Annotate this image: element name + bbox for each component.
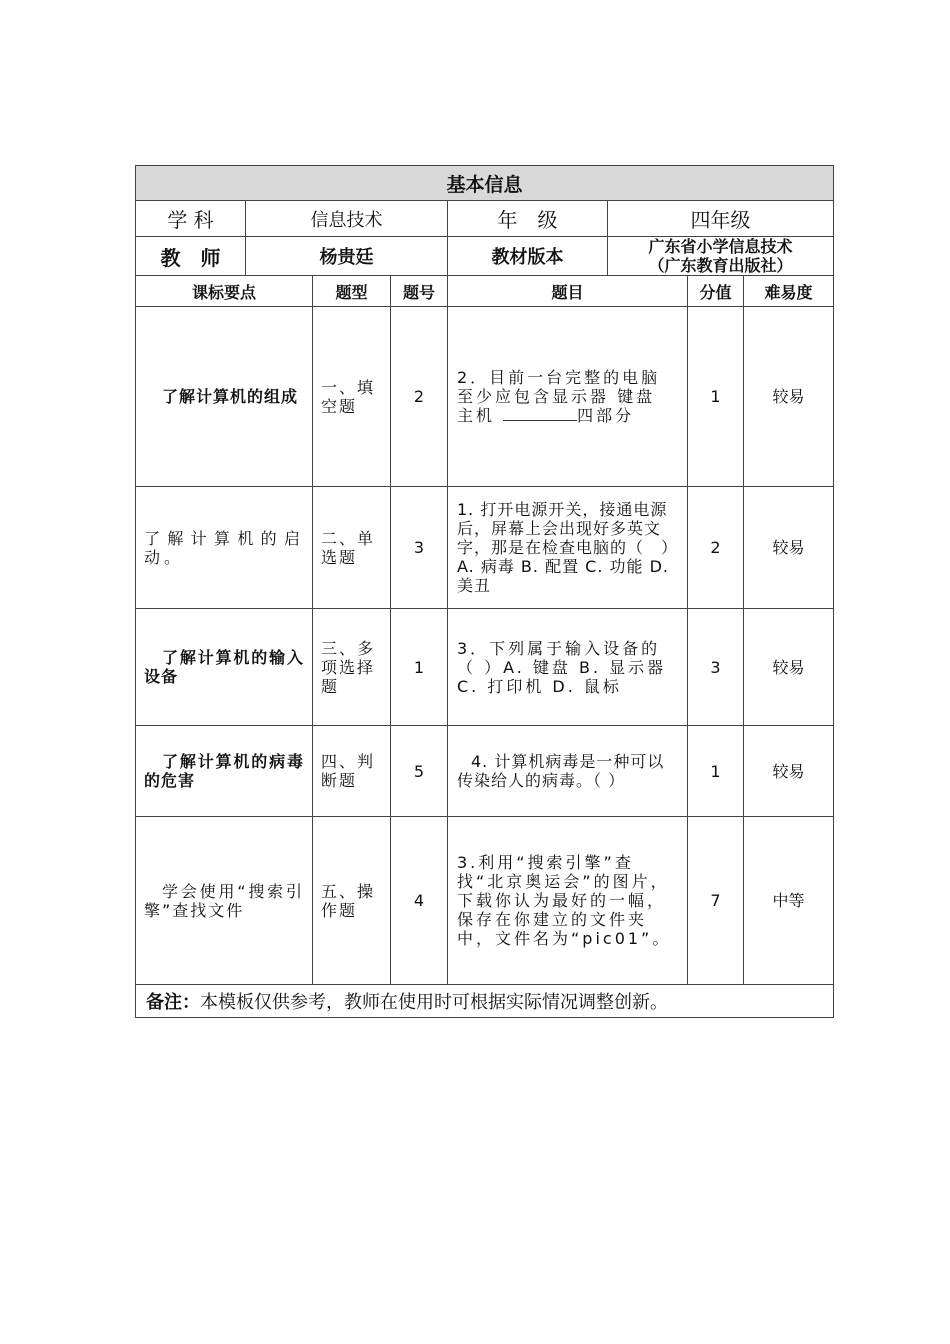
row-difficulty: 较易 bbox=[744, 487, 834, 609]
row-point: 了解计算机的启动。 bbox=[136, 487, 313, 609]
header-score: 分值 bbox=[688, 276, 744, 307]
row-score: 3 bbox=[688, 609, 744, 726]
note-label: 备注： bbox=[146, 992, 200, 1013]
answer-blank bbox=[503, 406, 577, 421]
row-number: 1 bbox=[391, 609, 448, 726]
header-type: 题型 bbox=[313, 276, 391, 307]
row-type: 四、判断题 bbox=[313, 726, 391, 817]
edition-line-2: （广东教育出版社） bbox=[648, 256, 793, 275]
row-score: 1 bbox=[688, 307, 744, 487]
row-number: 4 bbox=[391, 817, 448, 985]
teacher-value: 杨贵廷 bbox=[246, 237, 448, 276]
subject-value: 信息技术 bbox=[246, 201, 448, 237]
row-type: 二、单选题 bbox=[313, 487, 391, 609]
row-question bbox=[448, 487, 688, 609]
row-question: 3．下列属于输入设备的（ ）A. 键盘 B. 显示器 C. 打印机 D. 鼠标 bbox=[448, 609, 688, 726]
edition-line-1: 广东省小学信息技术 bbox=[648, 237, 793, 256]
row-point: 学会使用“搜索引擎”查找文件 bbox=[136, 817, 313, 985]
grade-label: 年 级 bbox=[448, 201, 608, 237]
teacher-label: 教 师 bbox=[136, 237, 246, 276]
row-number: 3 bbox=[391, 487, 448, 609]
table-row bbox=[136, 487, 834, 609]
edition-label: 教材版本 bbox=[448, 237, 608, 276]
edition-value bbox=[608, 237, 834, 276]
row-question-tail: 四部分 bbox=[577, 406, 635, 425]
info-table bbox=[135, 165, 834, 1018]
row-question: 3.利用“搜索引擎”查找“北京奥运会”的图片，下载你认为最好的一幅，保存在你建立的文件夹中，文件名为“pic01”。 bbox=[448, 817, 688, 985]
table-row bbox=[136, 307, 834, 487]
row-score: 2 bbox=[688, 487, 744, 609]
table-row bbox=[136, 609, 834, 726]
row-point: 了解计算机的组成 bbox=[136, 307, 313, 487]
lesson-info-document bbox=[135, 165, 833, 1018]
row-type: 五、操作题 bbox=[313, 817, 391, 985]
row-question-text: 2．目前一台完整的电脑至少应包含显示器 键盘 主机 bbox=[457, 368, 661, 425]
row-difficulty: 较易 bbox=[744, 726, 834, 817]
row-question-text: 1. 打开电源开关，接通电源后，屏幕上会出现好多英文字，那是在检查电脑的（ ） bbox=[457, 500, 679, 557]
row-score: 7 bbox=[688, 817, 744, 985]
row-type: 一、填空题 bbox=[313, 307, 391, 487]
row-question bbox=[448, 307, 688, 487]
row-question-options: A. 病毒 B. 配置 C. 功能 D. 美丑 bbox=[457, 557, 669, 595]
subject-label: 学 科 bbox=[136, 201, 246, 237]
note-text: 本模板仅供参考，教师在使用时可根据实际情况调整创新。 bbox=[200, 992, 668, 1013]
row-point: 了解计算机的输入设备 bbox=[136, 609, 313, 726]
table-row bbox=[136, 726, 834, 817]
header-question: 题目 bbox=[448, 276, 688, 307]
row-difficulty: 较易 bbox=[744, 307, 834, 487]
header-number: 题号 bbox=[391, 276, 448, 307]
grade-value: 四年级 bbox=[608, 201, 834, 237]
table-title: 基本信息 bbox=[136, 166, 834, 201]
row-point: 了解计算机的病毒的危害 bbox=[136, 726, 313, 817]
row-difficulty: 较易 bbox=[744, 609, 834, 726]
table-row bbox=[136, 817, 834, 985]
header-difficulty: 难易度 bbox=[744, 276, 834, 307]
header-point: 课标要点 bbox=[136, 276, 313, 307]
row-question: 4. 计算机病毒是一种可以传染给人的病毒。（ ） bbox=[448, 726, 688, 817]
note bbox=[136, 985, 834, 1018]
row-difficulty: 中等 bbox=[744, 817, 834, 985]
row-type: 三、多项选择题 bbox=[313, 609, 391, 726]
row-score: 1 bbox=[688, 726, 744, 817]
row-number: 5 bbox=[391, 726, 448, 817]
row-number: 2 bbox=[391, 307, 448, 487]
